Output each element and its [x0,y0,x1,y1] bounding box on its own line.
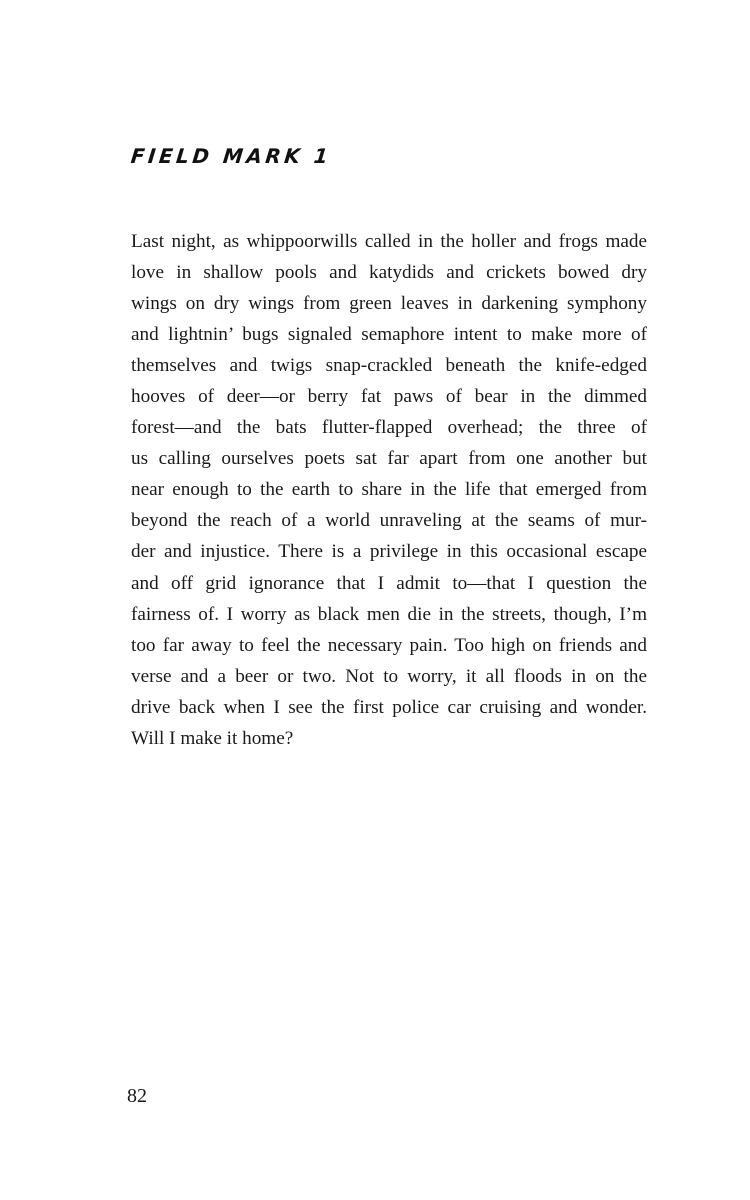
paragraph-line: and lightnin’ bugs signaled semaphore intent to make more of [131,324,647,346]
section-heading: FIELD MARK 1 [129,144,333,168]
paragraph-line: forest—and the bats flutter-flapped overhead; the three of [131,417,647,439]
paragraph-line: themselves and twigs snap-crackled beneath the knife-edged [131,355,647,377]
paragraph-line: fairness of. I worry as black men die in the streets, though, I’m [131,603,647,625]
paragraph-line: Last night, as whippoorwills called in the holler and frogs made [131,231,647,252]
paragraph-line: hooves of deer—or berry fat paws of bear in the dimmed [131,386,647,408]
paragraph-line: beyond the reach of a world unraveling at the seams of mur- [131,510,647,532]
paragraph-line: near enough to the earth to share in the life that emerged from [131,479,647,501]
paragraph-line: and off grid ignorance that I admit to—that I question the [131,572,647,594]
paragraph-line: verse and a beer or two. Not to worry, it all floods in on the [131,665,647,687]
paragraph-line: Will I make it home? [131,727,294,749]
body-paragraph [131,226,647,754]
paragraph-line: wings on dry wings from green leaves in darkening symphony [131,293,647,315]
paragraph-line: too far away to feel the necessary pain. Too high on friends and [131,634,647,656]
paragraph-line: der and injustice. There is a privilege in this occasional escape [131,541,647,563]
page-number: 82 [127,1085,147,1107]
paragraph-line: love in shallow pools and katydids and crickets bowed dry [131,262,647,284]
paragraph-line: us calling ourselves poets sat far apart from one another but [131,448,647,470]
paragraph-line: drive back when I see the first police car cruising and wonder. [131,696,647,718]
